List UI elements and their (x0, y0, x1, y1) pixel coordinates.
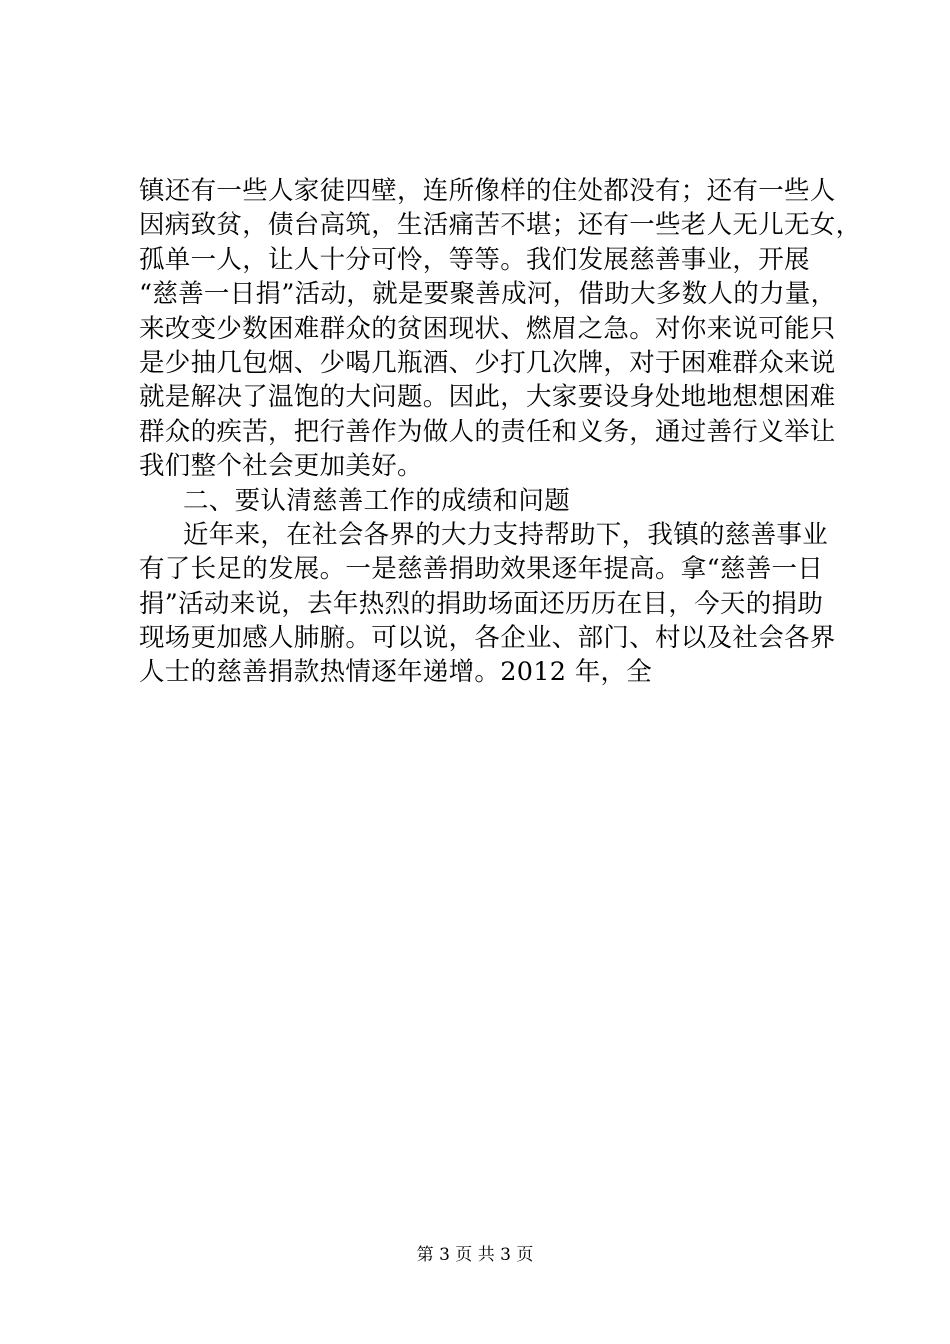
page-number-footer: 第 3 页 共 3 页 (416, 1245, 534, 1265)
text-line: 因病致贫，债台高筑，生活痛苦不堪；还有一些老人无儿无女， (139, 210, 862, 241)
text-line: 捐”活动来说，去年热烈的捐助场面还历历在目，今天的捐助 (139, 588, 824, 619)
text-line: 近年来，在社会各界的大力支持帮助下，我镇的慈善事业 (183, 519, 829, 550)
text-line: 是少抽几包烟、少喝几瓶酒、少打几次牌，对于困难群众来说 (139, 347, 836, 378)
section-heading: 二、要认清慈善工作的成绩和问题 (183, 485, 571, 516)
text-line: 有了长足的发展。一是慈善捐助效果逐年提高。拿“慈善一日 (139, 554, 824, 585)
text-line: “慈善一日捐”活动，就是要聚善成河，借助大多数人的力量， (139, 279, 837, 310)
text-line: 现场更加感人肺腑。可以说，各企业、部门、村以及社会各界 (139, 623, 836, 654)
text-line: 就是解决了温饱的大问题。因此，大家要设身处地地想想困难 (139, 382, 836, 413)
text-line: 群众的疾苦，把行善作为做人的责任和义务，通过善行义举让 (139, 416, 836, 447)
body-text (139, 174, 862, 690)
text-line: 孤单一人，让人十分可怜，等等。我们发展慈善事业，开展 (139, 244, 810, 275)
text-line: 我们整个社会更加美好。 (139, 451, 423, 482)
text-line: 镇还有一些人家徒四壁，连所像样的住处都没有；还有一些人 (139, 176, 836, 206)
text-line: 来改变少数困难群众的贫困现状、燃眉之急。对你来说可能只 (139, 313, 836, 344)
text-line: 人士的慈善捐款热情逐年递增。2012 年，全 (139, 657, 653, 688)
